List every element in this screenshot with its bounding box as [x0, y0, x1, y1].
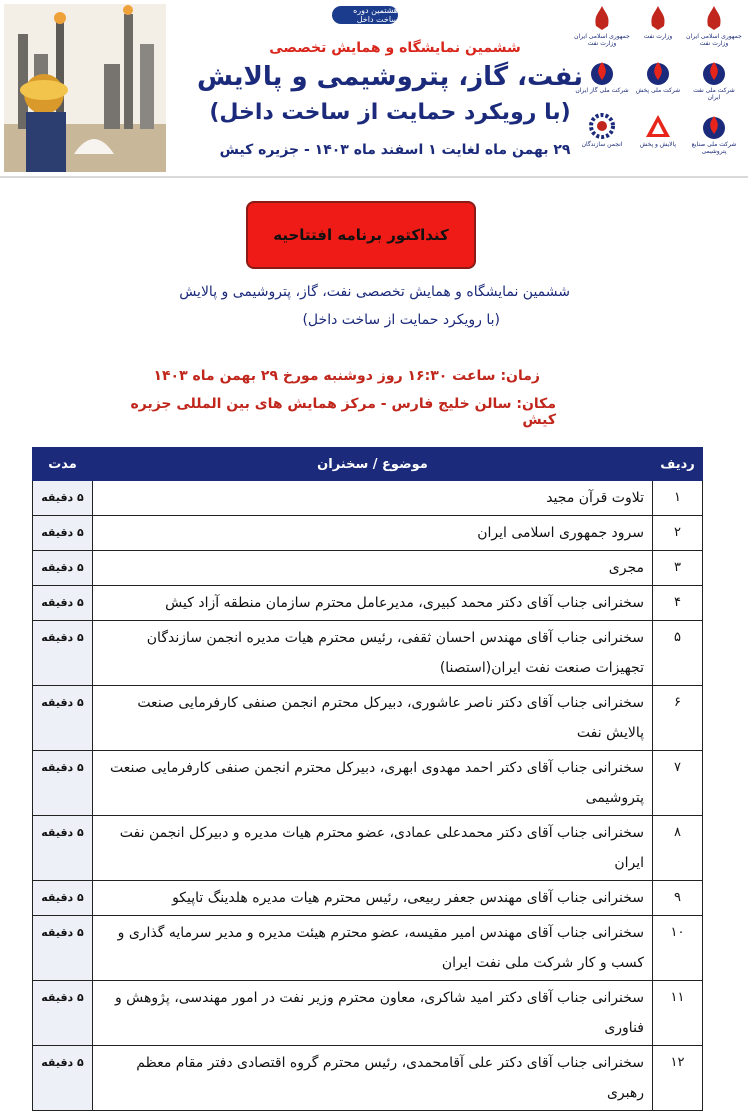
- row-topic: تلاوت قرآن مجید: [93, 481, 653, 516]
- logo-caption: شرکت ملی نفت ایران: [693, 87, 735, 101]
- header-topic: موضوع / سخنران: [93, 448, 653, 481]
- row-duration: ۵ دقیقه: [33, 1046, 93, 1111]
- logo-caption: وزارت نفت: [643, 33, 673, 40]
- row-index: ۷: [653, 751, 703, 816]
- ministry-logo-3: [574, 4, 630, 47]
- table-row: [33, 751, 703, 816]
- row-index: ۱۱: [653, 981, 703, 1046]
- flame-icon: [644, 58, 672, 86]
- row-index: ۱۰: [653, 916, 703, 981]
- ministry-logo-1: [686, 4, 742, 47]
- table-row: [33, 621, 703, 686]
- row-topic: سخنرانی جناب آقای مهندس امیر مقیسه، عضو محترم هیئت مدیره و مدیر سرمایه گذاری و کسب و کار شرکت ملی نفت ایران: [93, 916, 653, 981]
- banner-dates: ۲۹ بهمن ماه لغایت ۱ اسفند ماه ۱۴۰۳ - جزیره کیش: [219, 142, 571, 158]
- row-index: ۸: [653, 816, 703, 881]
- table-header-row: [33, 448, 703, 481]
- event-place: مکان: سالن خلیج فارس - مرکز همایش های بین المللی جزیره کیش: [130, 396, 556, 428]
- row-topic: سرود جمهوری اسلامی ایران: [93, 516, 653, 551]
- header-duration: مدت: [33, 448, 93, 481]
- logo-caption: پالایش و پخش: [639, 141, 677, 148]
- edition-ribbon: هشتمین دوره ساخت داخل: [332, 6, 398, 24]
- row-duration: ۵ دقیقه: [33, 516, 93, 551]
- banner-title: نفت، گاز، پتروشیمی و پالایش: [196, 62, 583, 92]
- table-row: [33, 1046, 703, 1111]
- banner-tagline: (با رویکرد حمایت از ساخت داخل): [209, 100, 571, 125]
- flame-icon: [588, 58, 616, 86]
- row-topic: سخنرانی جناب آقای دکتر علی آقامحمدی، رئیس محترم گروه اقتصادی دفتر مقام معظم رهبری: [93, 1046, 653, 1111]
- intro-line-2: (با رویکرد حمایت از ساخت داخل): [302, 312, 500, 328]
- row-index: ۹: [653, 881, 703, 916]
- row-index: ۴: [653, 586, 703, 621]
- row-index: ۶: [653, 686, 703, 751]
- row-topic: سخنرانی جناب آقای دکتر ناصر عاشوری، دبیرکل محترم انجمن صنفی کارفرمایی صنعت پالایش نفت: [93, 686, 653, 751]
- table-row: [33, 481, 703, 516]
- row-topic: سخنرانی جناب آقای مهندس جعفر ربیعی، رئیس محترم هیات مدیره هلدینگ تاپیکو: [93, 881, 653, 916]
- company-logo-6: [574, 112, 630, 149]
- company-logo-3: [574, 58, 630, 95]
- row-index: ۱: [653, 481, 703, 516]
- table-row: [33, 916, 703, 981]
- company-logo-5: [630, 112, 686, 149]
- row-duration: ۵ دقیقه: [33, 481, 93, 516]
- flame-icon: [700, 58, 728, 86]
- row-index: ۲: [653, 516, 703, 551]
- emblem-icon: [700, 4, 728, 32]
- row-index: ۵: [653, 621, 703, 686]
- ministry-logo-2: [630, 4, 686, 41]
- logo-caption: شرکت ملی صنایع پتروشیمی: [691, 141, 737, 155]
- refinery-illustration: [4, 4, 166, 172]
- flame-icon: [700, 112, 728, 140]
- row-topic: مجری: [93, 551, 653, 586]
- emblem-icon: [588, 4, 616, 32]
- row-duration: ۵ دقیقه: [33, 751, 93, 816]
- row-duration: ۵ دقیقه: [33, 551, 93, 586]
- row-index: ۳: [653, 551, 703, 586]
- table-row: [33, 586, 703, 621]
- row-duration: ۵ دقیقه: [33, 686, 93, 751]
- row-duration: ۵ دقیقه: [33, 881, 93, 916]
- emblem-icon: [644, 4, 672, 32]
- table-row: [33, 516, 703, 551]
- event-banner: [0, 0, 748, 178]
- tri-logo-icon: [644, 112, 672, 140]
- table-row: [33, 981, 703, 1046]
- row-topic: سخنرانی جناب آقای دکتر محمدعلی عمادی، عضو محترم هیات مدیره و دبیرکل انجمن نفت ایران: [93, 816, 653, 881]
- row-topic: سخنرانی جناب آقای مهندس احسان ثقفی، رئیس محترم هیات مدیره انجمن سازندگان تجهیزات صنعت نفت ایران(استصنا): [93, 621, 653, 686]
- company-logo-1: [686, 58, 742, 101]
- company-logo-2: [630, 58, 686, 95]
- table-row: [33, 816, 703, 881]
- row-topic: سخنرانی جناب آقای دکتر محمد کبیری، مدیرعامل محترم سازمان منطقه آزاد کیش: [93, 586, 653, 621]
- row-duration: ۵ دقیقه: [33, 586, 93, 621]
- table-row: [33, 881, 703, 916]
- intro-line-1: ششمین نمایشگاه و همایش تخصصی نفت، گاز، پتروشیمی و پالایش: [179, 284, 570, 300]
- row-duration: ۵ دقیقه: [33, 916, 93, 981]
- row-topic: سخنرانی جناب آقای دکتر امید شاکری، معاون محترم وزیر نفت در امور مهندسی، پژوهش و فناوری: [93, 981, 653, 1046]
- logo-caption: شرکت ملی گاز ایران: [575, 87, 629, 94]
- logo-caption: انجمن سازندگان: [581, 141, 623, 148]
- row-duration: ۵ دقیقه: [33, 816, 93, 881]
- row-topic: سخنرانی جناب آقای دکتر احمد مهدوی ابهری، دبیرکل محترم انجمن صنفی کارفرمایی صنعت پتروشیمی: [93, 751, 653, 816]
- company-logo-4: [686, 112, 742, 155]
- gear-logo-icon: [588, 112, 616, 140]
- row-index: ۱۲: [653, 1046, 703, 1111]
- event-time: زمان: ساعت ۱۶:۳۰ روز دوشنبه مورخ ۲۹ بهمن ماه ۱۴۰۳: [153, 368, 540, 384]
- logo-caption: شرکت ملی پخش: [635, 87, 681, 94]
- row-duration: ۵ دقیقه: [33, 621, 93, 686]
- table-row: [33, 686, 703, 751]
- logo-caption: جمهوری اسلامی ایران وزارت نفت: [574, 33, 630, 47]
- table-row: [33, 551, 703, 586]
- banner-subtitle: ششمین نمایشگاه و همایش تخصصی: [269, 40, 521, 56]
- header-index: ردیف: [653, 448, 703, 481]
- schedule-table: [32, 447, 703, 1111]
- logo-caption: جمهوری اسلامی ایران وزارت نفت: [686, 33, 742, 47]
- row-duration: ۵ دقیقه: [33, 981, 93, 1046]
- program-title: کنداکتور برنامه افتتاحیه: [246, 201, 476, 269]
